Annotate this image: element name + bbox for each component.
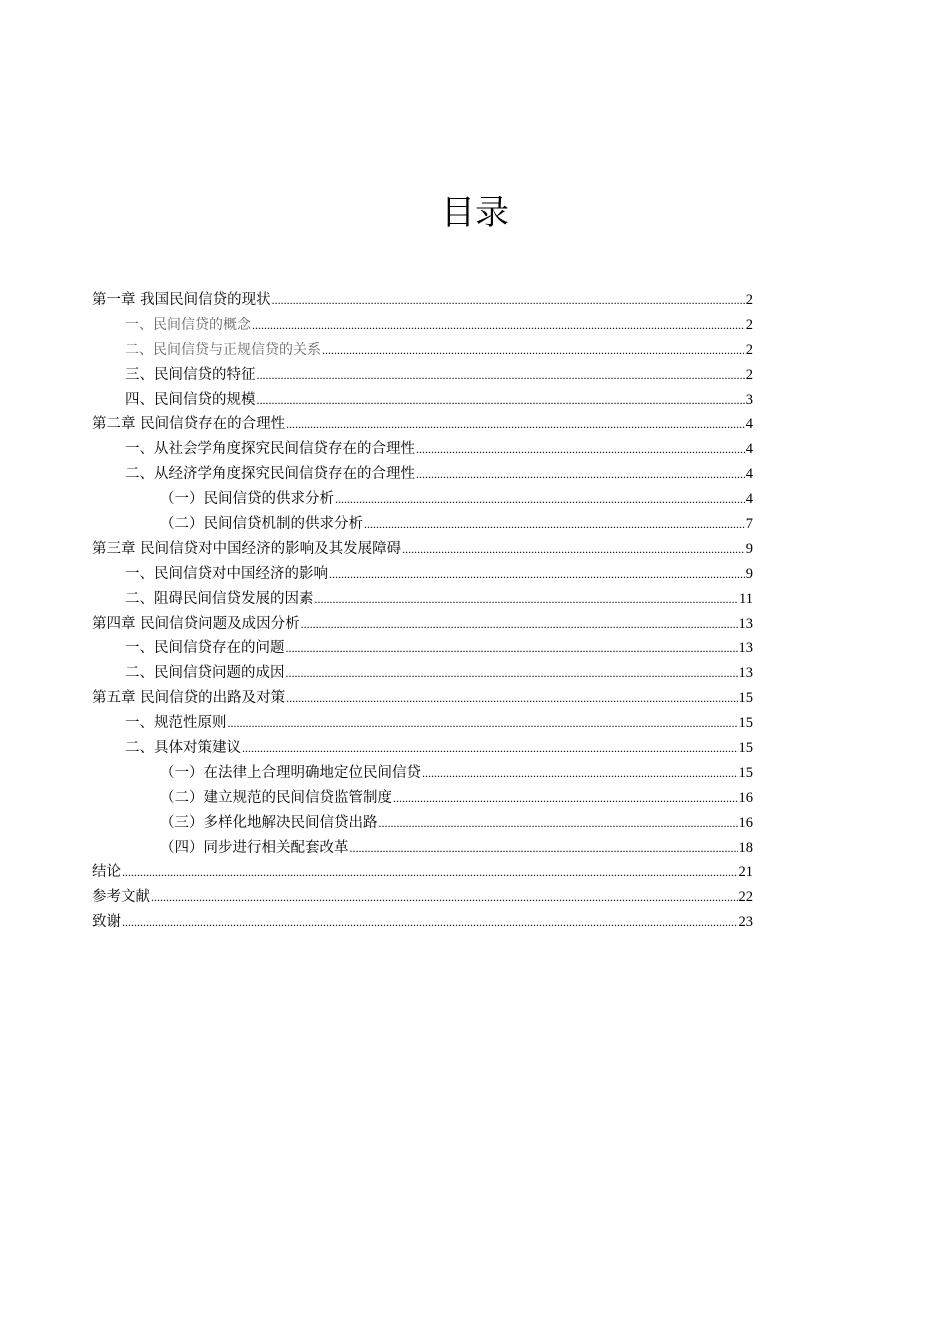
toc-entry[interactable] bbox=[92, 487, 753, 512]
toc-entry-label: 二、阻碍民间信贷发展的因素 bbox=[125, 590, 314, 607]
toc-dot-leader bbox=[151, 885, 738, 910]
toc-dot-leader bbox=[286, 412, 745, 437]
toc-entry[interactable] bbox=[92, 437, 753, 462]
toc-page-number: 3 bbox=[745, 391, 753, 408]
toc-page-number: 4 bbox=[745, 441, 753, 458]
toc-dot-leader bbox=[301, 612, 738, 637]
toc-dot-leader bbox=[329, 562, 745, 587]
toc-dot-leader bbox=[335, 487, 745, 512]
toc-page-number: 2 bbox=[745, 366, 753, 383]
toc-page-number: 16 bbox=[738, 789, 753, 806]
toc-page-number: 2 bbox=[745, 292, 753, 308]
toc-entry-label: 四、民间信贷的规模 bbox=[125, 391, 256, 408]
toc-dot-leader bbox=[416, 462, 745, 487]
toc-dot-leader bbox=[286, 686, 737, 711]
toc-entry-label: （二）民间信贷机制的供求分析 bbox=[160, 516, 363, 533]
toc-dot-leader bbox=[393, 786, 738, 811]
toc-entry-label: （一）在法律上合理明确地定位民间信贷 bbox=[160, 764, 421, 781]
toc-entry[interactable] bbox=[92, 661, 753, 686]
toc-entry-label: （二）建立规范的民间信贷监管制度 bbox=[160, 789, 392, 806]
toc-dot-leader bbox=[350, 836, 738, 861]
toc-entry[interactable] bbox=[92, 910, 753, 935]
toc-entry[interactable] bbox=[92, 636, 753, 661]
toc-page-number: 21 bbox=[738, 864, 753, 881]
toc-entry[interactable] bbox=[92, 612, 753, 637]
toc-entry-label: 一、从社会学角度探究民间信贷存在的合理性 bbox=[125, 441, 415, 458]
toc-dot-leader bbox=[257, 388, 745, 413]
toc-entry-label: 三、民间信贷的特征 bbox=[125, 366, 256, 383]
toc-dot-leader bbox=[286, 636, 738, 661]
toc-entry-label: 结论 bbox=[92, 864, 121, 881]
toc-dot-leader bbox=[228, 711, 738, 736]
toc-page-number: 2 bbox=[745, 341, 753, 358]
toc-entry[interactable] bbox=[92, 860, 753, 885]
toc-entry-label: 二、民间信贷与正规信贷的关系 bbox=[125, 341, 321, 358]
toc-entry-label: 第一章 我国民间信贷的现状 bbox=[92, 292, 271, 308]
toc-entry-label: 二、具体对策建议 bbox=[125, 740, 241, 757]
toc-page-number: 9 bbox=[745, 540, 753, 557]
page-title: 目录 bbox=[441, 193, 509, 233]
toc-page-number: 13 bbox=[738, 665, 753, 682]
toc-dot-leader bbox=[122, 860, 738, 885]
toc-entry[interactable] bbox=[92, 537, 753, 562]
toc-dot-leader bbox=[272, 288, 745, 313]
toc-entry[interactable] bbox=[92, 686, 753, 711]
toc-entry[interactable] bbox=[92, 412, 753, 437]
toc-entry[interactable] bbox=[92, 388, 753, 413]
toc-entry-label: 第五章 民间信贷的出路及对策 bbox=[92, 690, 286, 707]
toc-entry-label: （四）同步进行相关配套改革 bbox=[160, 839, 349, 856]
toc-entry-label: 二、从经济学角度探究民间信贷存在的合理性 bbox=[125, 466, 415, 483]
toc-dot-leader bbox=[416, 437, 745, 462]
toc-page-number: 2 bbox=[745, 316, 753, 333]
toc-dot-leader bbox=[364, 512, 745, 537]
table-of-contents bbox=[92, 288, 753, 935]
toc-entry[interactable] bbox=[92, 562, 753, 587]
toc-entry-label: 参考文献 bbox=[92, 889, 150, 906]
toc-entry[interactable] bbox=[92, 836, 753, 861]
toc-entry-label: （三）多样化地解决民间信贷出路 bbox=[160, 814, 378, 831]
toc-page-number: 9 bbox=[745, 565, 753, 582]
toc-entry-label: 致谢 bbox=[92, 914, 121, 931]
toc-entry-label: 一、规范性原则 bbox=[125, 715, 227, 732]
toc-entry-label: 一、民间信贷的概念 bbox=[125, 316, 251, 333]
toc-dot-leader bbox=[315, 587, 739, 612]
toc-entry[interactable] bbox=[92, 711, 753, 736]
toc-page-number: 15 bbox=[738, 715, 753, 732]
toc-entry[interactable] bbox=[92, 288, 753, 313]
toc-dot-leader bbox=[257, 363, 745, 388]
toc-entry[interactable] bbox=[92, 786, 753, 811]
toc-page-number: 18 bbox=[738, 839, 753, 856]
toc-page-number: 7 bbox=[745, 516, 753, 533]
toc-dot-leader bbox=[122, 910, 738, 935]
toc-dot-leader bbox=[252, 313, 745, 338]
toc-dot-leader bbox=[322, 338, 745, 363]
toc-dot-leader bbox=[242, 736, 738, 761]
toc-entry-label: 第三章 民间信贷对中国经济的影响及其发展障碍 bbox=[92, 540, 402, 557]
toc-entry[interactable] bbox=[92, 363, 753, 388]
toc-entry[interactable] bbox=[92, 885, 753, 910]
toc-entry[interactable] bbox=[92, 512, 753, 537]
toc-entry[interactable] bbox=[92, 761, 753, 786]
toc-page-number: 15 bbox=[738, 764, 753, 781]
toc-dot-leader bbox=[422, 761, 738, 786]
toc-entry[interactable] bbox=[92, 313, 753, 338]
toc-page-number: 15 bbox=[738, 740, 753, 757]
toc-page-number: 22 bbox=[738, 889, 753, 906]
toc-entry-label: 第四章 民间信贷问题及成因分析 bbox=[92, 615, 300, 632]
toc-entry-label: （一）民间信贷的供求分析 bbox=[160, 491, 334, 508]
toc-page-number: 4 bbox=[745, 416, 753, 433]
toc-page-number: 11 bbox=[739, 590, 753, 607]
toc-dot-leader bbox=[379, 811, 738, 836]
toc-dot-leader bbox=[402, 537, 745, 562]
toc-entry-label: 二、民间信贷问题的成因 bbox=[125, 665, 285, 682]
toc-entry-label: 第二章 民间信贷存在的合理性 bbox=[92, 416, 286, 433]
toc-dot-leader bbox=[286, 661, 738, 686]
toc-page-number: 15 bbox=[738, 690, 753, 707]
toc-page-number: 4 bbox=[745, 466, 753, 483]
toc-entry-label: 一、民间信贷对中国经济的影响 bbox=[125, 565, 328, 582]
toc-entry[interactable] bbox=[92, 462, 753, 487]
toc-entry[interactable] bbox=[92, 587, 753, 612]
toc-page-number: 16 bbox=[738, 814, 753, 831]
toc-page-number: 13 bbox=[738, 615, 753, 632]
toc-page-number: 23 bbox=[738, 914, 753, 931]
toc-entry[interactable] bbox=[92, 811, 753, 836]
toc-page-number: 13 bbox=[738, 640, 753, 657]
toc-entry-label: 一、民间信贷存在的问题 bbox=[125, 640, 285, 657]
toc-entry[interactable] bbox=[92, 338, 753, 363]
toc-entry[interactable] bbox=[92, 736, 753, 761]
toc-page-number: 4 bbox=[745, 491, 753, 508]
